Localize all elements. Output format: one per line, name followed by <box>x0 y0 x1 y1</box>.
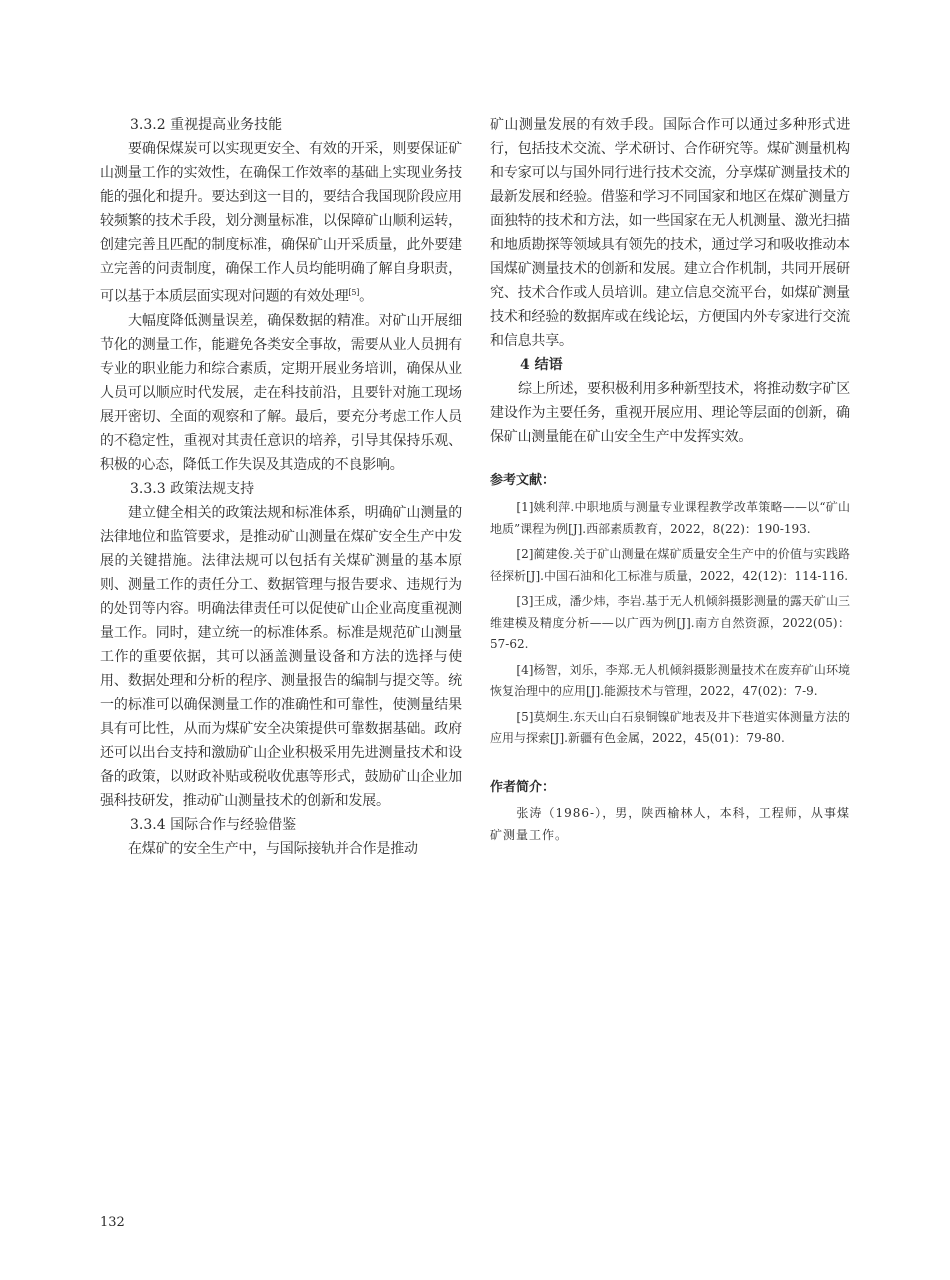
paragraph-skills-text: 要确保煤炭可以实现更安全、有效的开采，则要保证矿山测量工作的实效性，在确保工作效率的基础上实现业务技能的强化和提升。要达到这一目的，要结合我国现阶段应用较频繁的技术手段，划分测量标准，以保障矿山顺利运转，创建完善且匹配的制度标准，确保矿山开采质量，此外要建立完善的问责制度，确保工作人员均能明确了解自身职责，可以基于本质层面实现对问题的有效处理 <box>100 141 462 305</box>
paragraph-reduce-error: 大幅度降低测量误差，确保数据的精准。对矿山开展细节化的测量工作，能避免各类安全事故，需要从业人员拥有专业的职业能力和综合素质，定期开展业务培训，确保从业人员可以顺应时代发展，走在科技前沿，且要针对施工现场展开密切、全面的观察和了解。最后，要充分考虑工作人员的不稳定性，重视对其责任意识的培养，引导其保持乐观、积极的心态，降低工作失误及其造成的不良影响。 <box>100 312 462 473</box>
paragraph-international-start: 在煤矿的安全生产中，与国际接轨并合作是推动 <box>128 840 418 857</box>
reference-item: [5]莫炯生.东天山白石泉铜镍矿地表及井下巷道实体测量方法的应用与探索[J].新疆有色金属，2022，45(01)：79-80. <box>490 709 850 745</box>
section-4-heading: 4 结语 <box>520 357 563 373</box>
reference-item: [4]杨智，刘乐，李郑.无人机倾斜摄影测量技术在废弃矿山环境恢复治理中的应用[J].能源技术与管理，2022，47(02)：7-9. <box>490 662 850 698</box>
author-bio-title: 作者简介： <box>490 779 556 795</box>
citation-5: [5] <box>348 288 360 297</box>
page-number: 132 <box>100 1215 125 1230</box>
paragraph-skills-end: 。 <box>359 288 373 305</box>
paragraph-skills <box>100 137 462 309</box>
section-3-3-3-heading: 3.3.3 政策法规支持 <box>130 480 255 497</box>
paragraph-international-cont: 矿山测量发展的有效手段。国际合作可以通过多种形式进行，包括技术交流、学术研讨、合作研究等。煤矿测量机构和专家可以与国外同行进行技术交流，分享煤矿测量技术的最新发展和经验。借鉴和学习不同国家和地区在煤矿测量方面独特的技术和方法，如一些国家在无人机测量、激光扫描和地质勘探等领域具有领先的技术，通过学习和吸收推动本国煤矿测量技术的创新和发展。建立合作机制，共同开展研究、技术合作或人员培训。建立信息交流平台，如煤矿测量技术和经验的数据库或在线论坛，方便国内外专家进行交流和信息共享。 <box>490 117 850 349</box>
paragraph-policy: 建立健全相关的政策法规和标准体系，明确矿山测量的法律地位和监管要求，是推动矿山测量在煤矿安全生产中发展的关键措施。法律法规可以包括有关煤矿测量的基本原则、测量工作的责任分工、数据管理与报告要求、违规行为的处罚等内容。明确法律责任可以促使矿山企业高度重视测量工作。同时，建立统一的标准体系。标准是规范矿山测量工作的重要依据，其可以涵盖测量设备和方法的选择与使用、数据处理和分析的程序、测量报告的编制与提交等。统一的标准可以确保测量工作的准确性和可靠性，使测量结果具有可比性，从而为煤矿安全决策提供可靠数据基础。政府还可以出台支持和激励矿山企业积极采用先进测量技术和设备的政策，以财政补贴或税收优惠等形式，鼓励矿山企业加强科技研发，推动矿山测量技术的创新和发展。 <box>100 504 462 809</box>
section-3-3-4-heading: 3.3.4 国际合作与经验借鉴 <box>130 816 297 833</box>
section-3-3-2-heading: 3.3.2 重视提高业务技能 <box>130 117 283 133</box>
references-title: 参考文献： <box>490 473 556 488</box>
paragraph-conclusion: 综上所述，要积极利用多种新型技术，将推动数字矿区建设作为主要任务，重视开展应用、理论等层面的创新，确保矿山测量能在矿山安全生产中发挥实效。 <box>490 381 850 445</box>
left-column <box>100 113 462 861</box>
right-column <box>490 113 850 846</box>
author-bio: 张涛（1986-），男，陕西榆林人，本科，工程师，从事煤矿测量工作。 <box>490 805 850 842</box>
reference-item: [1]姚利萍.中职地质与测量专业课程教学改革策略——以“矿山地质”课程为例[J].西部素质教育，2022，8(22)：190-193. <box>490 500 850 536</box>
reference-item: [2]蔺建俊.关于矿山测量在煤矿质量安全生产中的价值与实践路径探析[J].中国石油和化工标准与质量，2022，42(12)：114-116. <box>490 547 850 583</box>
reference-item: [3]王成，潘少炜，李岩.基于无人机倾斜摄影测量的露天矿山三维建模及精度分析——以广西为例[J].南方自然资源，2022(05)：57-62. <box>490 594 850 651</box>
